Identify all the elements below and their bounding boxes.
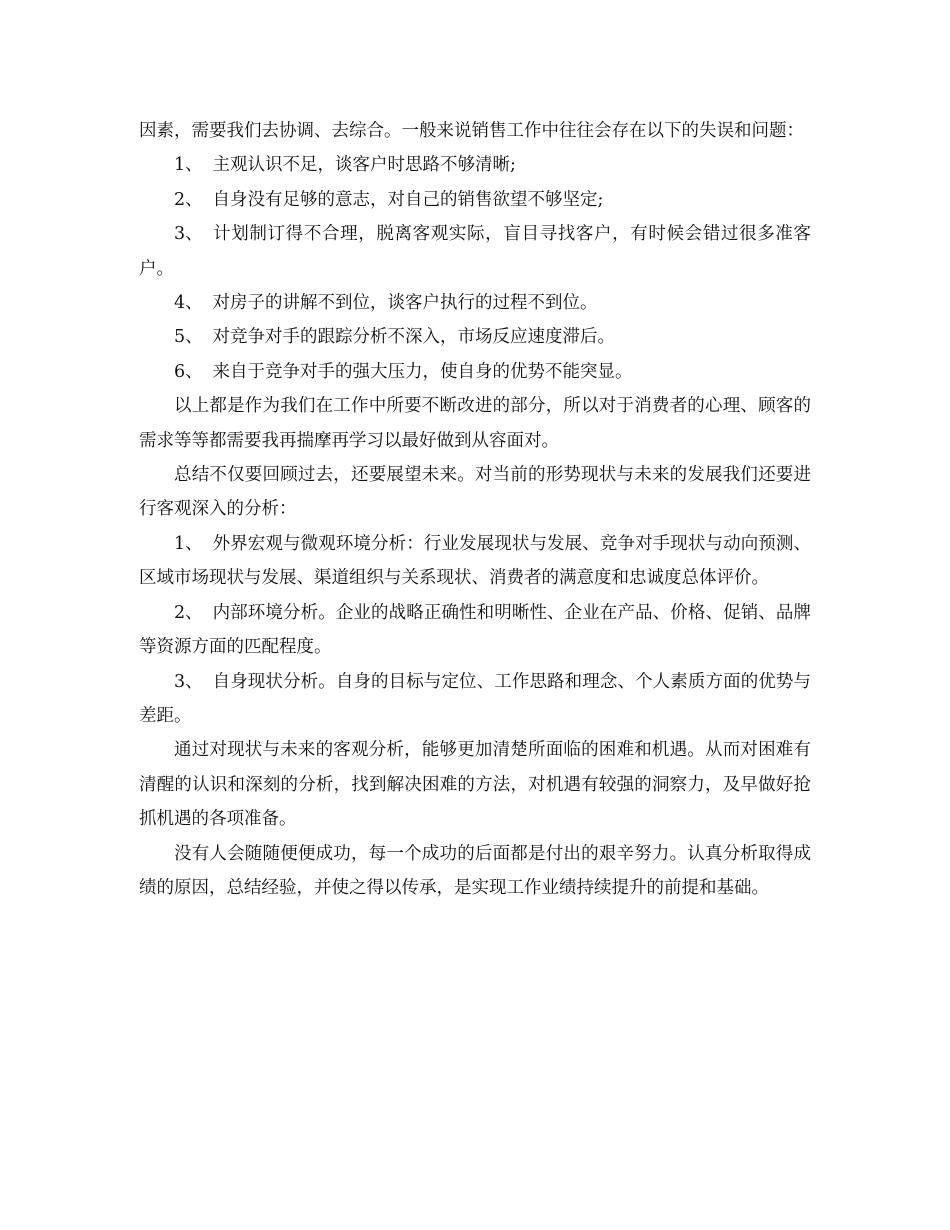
problem-item-6 — [139, 355, 811, 389]
problem-number: 1、 — [174, 155, 203, 176]
analysis-item-3 — [139, 665, 811, 734]
analysis-list — [139, 527, 811, 733]
analysis-text: 内部环境分析。企业的战略正确性和明晰性、企业在产品、价格、促销、品牌等资源方面的匹配程度。 — [139, 602, 811, 658]
problem-number: 3、 — [174, 224, 203, 245]
analysis-item-1 — [139, 527, 811, 596]
intro-paragraph: 因素，需要我们去协调、去综合。一般来说销售工作中往往会存在以下的失误和问题： — [139, 121, 804, 141]
problem-number: 6、 — [174, 361, 203, 382]
problems-list — [139, 148, 811, 389]
problem-item-5 — [139, 320, 811, 354]
problem-number: 2、 — [174, 189, 203, 210]
problem-text: 计划制订得不合理，脱离客观实际，盲目寻找客户，有时候会错过很多准客户。 — [139, 224, 811, 279]
analysis-text: 自身现状分析。自身的目标与定位、工作思路和理念、个人素质方面的优势与差距。 — [139, 671, 811, 726]
problem-item-3 — [139, 217, 811, 286]
improvement-paragraph: 以上都是作为我们在工作中所要不断改进的部分，所以对于消费者的心理、顾客的需求等等都需要我再揣摩再学习以最好做到从容面对。 — [139, 396, 811, 451]
problem-number: 4、 — [174, 293, 203, 314]
opportunity-paragraph: 通过对现状与未来的客观分析，能够更加清楚所面临的困难和机遇。从而对困难有清醒的认识和深刻的分析，找到解决困难的方法，对机遇有较强的洞察力，及早做好抢抓机遇的各项准备。 — [139, 740, 811, 830]
future-paragraph: 总结不仅要回顾过去，还要展望未来。对当前的形势现状与未来的发展我们还要进行客观深入的分析： — [139, 465, 811, 520]
analysis-number: 1、 — [174, 533, 203, 554]
analysis-number: 3、 — [174, 671, 203, 692]
analysis-item-2 — [139, 596, 811, 665]
problem-item-2 — [139, 183, 811, 217]
problem-text: 自身没有足够的意志，对自己的销售欲望不够坚定; — [212, 189, 604, 210]
analysis-number: 2、 — [174, 602, 203, 623]
problem-item-1 — [139, 148, 811, 182]
document-page — [139, 114, 811, 905]
problem-text: 主观认识不足，谈客户时思路不够清晰; — [212, 155, 516, 176]
analysis-text: 外界宏观与微观环境分析：行业发展现状与发展、竞争对手现状与动向预测、区域市场现状与发展、渠道组织与关系现状、消费者的满意度和忠诚度总体评价。 — [139, 533, 811, 589]
success-paragraph: 没有人会随随便便成功，每一个成功的后面都是付出的艰辛努力。认真分析取得成绩的原因，总结经验，并使之得以传承，是实现工作业绩持续提升的前提和基础。 — [139, 843, 811, 898]
problem-text: 来自于竞争对手的强大压力，使自身的优势不能突显。 — [212, 361, 633, 382]
problem-text: 对竞争对手的跟踪分析不深入，市场反应速度滞后。 — [212, 327, 615, 348]
problem-item-4 — [139, 286, 811, 320]
problem-number: 5、 — [174, 327, 203, 348]
problem-text: 对房子的讲解不到位，谈客户执行的过程不到位。 — [212, 293, 598, 314]
